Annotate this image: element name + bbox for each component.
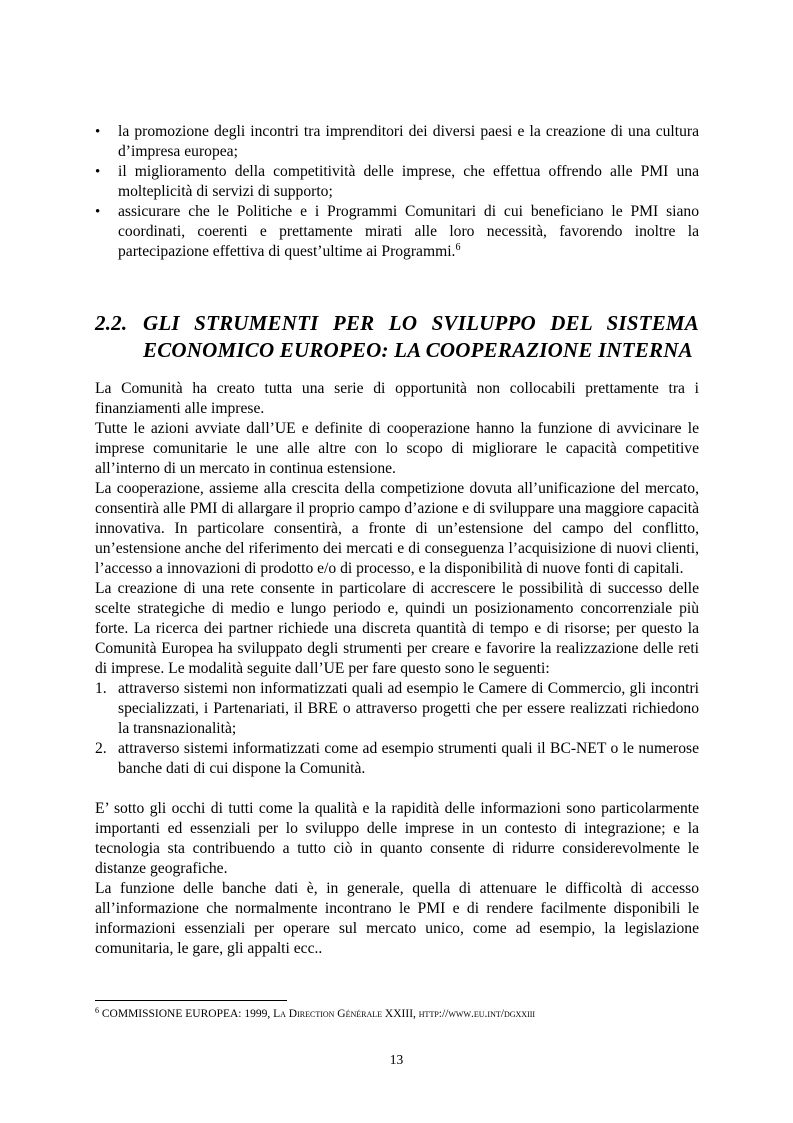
footnote — [95, 1007, 715, 1021]
paragraph: La funzione delle banche dati è, in generale, quella di attenuare le difficoltà di accesso all’informazione che normalmente incontrano le PMI e di rendere facilmente disponibili le informazioni essenziali per operare sul mercato unico, come ad esempio, la legislazione comunitaria, le gare, gli appalti ecc.. — [95, 880, 699, 957]
paragraph: La Comunità ha creato tutta una serie di opportunità non collocabili prettamente tra i finanziamenti alle imprese. — [95, 380, 699, 417]
document-page — [95, 122, 699, 959]
list-item — [95, 739, 699, 779]
footnote-marker: 6 — [95, 1006, 99, 1015]
list-item-text: attraverso sistemi informatizzati come ad esempio strumenti quali il BC-NET o le numerose banche dati di cui dispone la Comunità. — [118, 740, 699, 777]
page-number: 13 — [389, 1052, 404, 1067]
section-title-line-2: ECONOMICO EUROPEO: LA COOPERAZIONE INTERNA — [143, 338, 693, 362]
bullet-icon: • — [95, 164, 101, 180]
paragraph: Tutte le azioni avviate dall’UE e definite di cooperazione hanno la funzione di avvicinare le imprese comunitarie le une alle altre con lo scopo di migliorare le capacità competitive all’interno di un mercato in continua estensione. — [95, 420, 699, 477]
bullet-list — [95, 122, 699, 262]
paragraph: La cooperazione, assieme alla crescita della competizione dovuta all’unificazione del mercato, consentirà alle PMI di allargare il proprio campo d’azione e di sviluppare una maggiore capacità innovativa. In particolare consentirà, a fronte di un’estensione del campo del conflitto, un’estensione anche del riferimento dei mercati e di conseguenza l’acquisizione di nuovi clienti, l’accesso a innovazioni di prodotto e/o di processo, e la disponibilità di nuove fonti di capitali. — [95, 480, 699, 577]
section-number: 2.2. — [95, 311, 128, 335]
list-item-text: assicurare che le Politiche e i Programmi Comunitari di cui beneficiano le PMI siano coordinati, coerenti e prettamente mirati alle loro necessità, favorendo inoltre la partecipazione effettiva di quest’ultime ai Programmi. — [118, 203, 699, 260]
footnote-title: La Direction Générale XXIII, — [273, 1008, 416, 1020]
section-heading — [95, 310, 699, 364]
numbered-list — [95, 679, 699, 779]
list-item — [95, 122, 699, 162]
list-item-text: la promozione degli incontri tra imprenditori dei diversi paesi e la creazione di una cultura d’impresa europea; — [118, 123, 699, 160]
paragraph-spacer — [95, 779, 699, 799]
footnote-divider — [95, 1000, 287, 1001]
list-item — [95, 679, 699, 739]
bullet-icon: • — [95, 124, 101, 140]
paragraph: E’ sotto gli occhi di tutti come la qualità e la rapidità delle informazioni sono particolarmente importanti ed essenziali per lo sviluppo delle imprese in un contesto di integrazione; e la tecnologia sta contribuendo a tutto ciò in quanto consente di ridurre considerevolmente le distanze geografiche. — [95, 800, 699, 877]
list-item-text: attraverso sistemi non informatizzati quali ad esempio le Camere di Commercio, gli incontri specializzati, i Partenariati, il BRE o attraverso progetti che per essere realizzati richiedono la transnazionalità; — [118, 680, 699, 737]
section-title-line-1: GLI STRUMENTI PER LO SVILUPPO DEL SISTEMA — [143, 311, 699, 335]
footnote-url[interactable]: http://www.eu.int/dgxxiii — [418, 1008, 536, 1020]
footnote-author: COMMISSIONE EUROPEA: 1999, — [101, 1008, 271, 1020]
list-item — [95, 162, 699, 202]
list-item-number: 2. — [95, 740, 107, 757]
footnote-reference: 6 — [455, 242, 461, 253]
bullet-icon: • — [95, 204, 101, 220]
list-item-number: 1. — [95, 680, 107, 697]
list-item-text: il miglioramento della competitività delle imprese, che effettua offrendo alle PMI una molteplicità di servizi di supporto; — [118, 163, 699, 200]
list-item — [95, 202, 699, 262]
paragraph: La creazione di una rete consente in particolare di accrescere le possibilità di successo delle scelte strategiche di medio e lungo periodo e, quindi un posizionamento concorrenziale più forte. La ricerca dei partner richiede una discreta quantità di tempo e di risorse; per questo la Comunità Europea ha sviluppato degli strumenti per creare e favorire la realizzazione delle reti di imprese. Le modalità seguite dall’UE per fare questo sono le seguenti: — [95, 580, 699, 677]
